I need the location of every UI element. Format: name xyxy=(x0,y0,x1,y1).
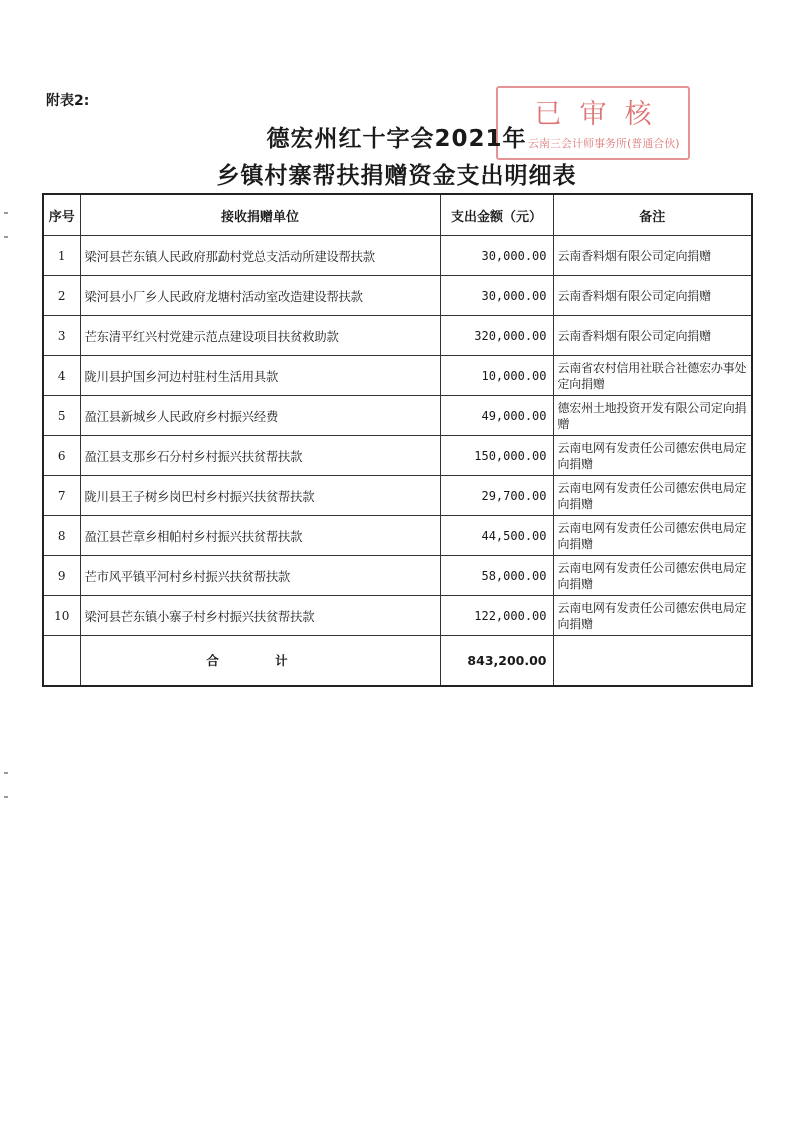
row-number: 8 xyxy=(43,516,80,556)
row-number: 3 xyxy=(43,316,80,356)
row-amount: 58,000.00 xyxy=(440,556,553,596)
recipient-unit: 盈江县支那乡石分村乡村振兴扶贫帮扶款 xyxy=(80,436,440,476)
row-note: 云南香料烟有限公司定向捐赠 xyxy=(553,236,752,276)
scan-mark xyxy=(4,796,8,798)
attachment-label: 附表2: xyxy=(46,93,90,109)
recipient-unit: 梁河县芒东镇小寨子村乡村振兴扶贫帮扶款 xyxy=(80,596,440,636)
table-row xyxy=(43,476,752,516)
table-row xyxy=(43,316,752,356)
row-number: 4 xyxy=(43,356,80,396)
total-amount: 843,200.00 xyxy=(440,636,553,686)
total-label: 合 计 xyxy=(80,636,440,686)
total-note xyxy=(553,636,752,686)
scan-mark xyxy=(4,772,8,774)
row-amount: 30,000.00 xyxy=(440,276,553,316)
recipient-unit: 陇川县护国乡河边村驻村生活用具款 xyxy=(80,356,440,396)
total-row xyxy=(43,636,752,686)
recipient-unit: 梁河县芒东镇人民政府那勐村党总支活动所建设帮扶款 xyxy=(80,236,440,276)
row-number: 5 xyxy=(43,396,80,436)
table-row xyxy=(43,556,752,596)
recipient-unit: 盈江县新城乡人民政府乡村振兴经费 xyxy=(80,396,440,436)
row-amount: 150,000.00 xyxy=(440,436,553,476)
recipient-unit: 陇川县王子树乡岗巴村乡村振兴扶贫帮扶款 xyxy=(80,476,440,516)
table-row xyxy=(43,436,752,476)
header-unit: 接收捐赠单位 xyxy=(80,194,440,236)
row-note: 云南电网有发责任公司德宏供电局定向捐赠 xyxy=(553,596,752,636)
row-note: 云南电网有发责任公司德宏供电局定向捐赠 xyxy=(553,516,752,556)
document-title-line1: 德宏州红十字会2021年 xyxy=(266,126,527,152)
recipient-unit: 盈江县芒章乡相帕村乡村振兴扶贫帮扶款 xyxy=(80,516,440,556)
row-amount: 122,000.00 xyxy=(440,596,553,636)
table-row xyxy=(43,396,752,436)
row-amount: 44,500.00 xyxy=(440,516,553,556)
row-note: 云南香料烟有限公司定向捐赠 xyxy=(553,276,752,316)
stamp-main-text: 已审核 xyxy=(534,99,670,130)
row-note: 云南电网有发责任公司德宏供电局定向捐赠 xyxy=(553,556,752,596)
row-note: 云南电网有发责任公司德宏供电局定向捐赠 xyxy=(553,476,752,516)
row-amount: 30,000.00 xyxy=(440,236,553,276)
row-number: 1 xyxy=(43,236,80,276)
header-note: 备注 xyxy=(553,194,752,236)
scan-mark xyxy=(4,236,8,238)
table-row xyxy=(43,516,752,556)
row-number: 6 xyxy=(43,436,80,476)
header-no: 序号 xyxy=(43,194,80,236)
row-amount: 29,700.00 xyxy=(440,476,553,516)
table-row xyxy=(43,236,752,276)
stamp-sub-text: 云南三会计师事务所(普通合伙) xyxy=(528,137,680,150)
row-number: 7 xyxy=(43,476,80,516)
row-note: 云南电网有发责任公司德宏供电局定向捐赠 xyxy=(553,436,752,476)
row-note: 云南香料烟有限公司定向捐赠 xyxy=(553,316,752,356)
table-row xyxy=(43,276,752,316)
scan-mark xyxy=(4,212,8,214)
table-row xyxy=(43,596,752,636)
row-amount: 320,000.00 xyxy=(440,316,553,356)
expenditure-table xyxy=(42,193,753,687)
table-row xyxy=(43,356,752,396)
row-number: 9 xyxy=(43,556,80,596)
total-no-cell xyxy=(43,636,80,686)
row-note: 云南省农村信用社联合社德宏办事处定向捐赠 xyxy=(553,356,752,396)
row-number: 10 xyxy=(43,596,80,636)
header-amount: 支出金额（元） xyxy=(440,194,553,236)
recipient-unit: 芒市风平镇平河村乡村振兴扶贫帮扶款 xyxy=(80,556,440,596)
document-title-line2: 乡镇村寨帮扶捐赠资金支出明细表 xyxy=(216,163,577,189)
row-amount: 10,000.00 xyxy=(440,356,553,396)
recipient-unit: 梁河县小厂乡人民政府龙塘村活动室改造建设帮扶款 xyxy=(80,276,440,316)
row-amount: 49,000.00 xyxy=(440,396,553,436)
recipient-unit: 芒东清平红兴村党建示范点建设项目扶贫救助款 xyxy=(80,316,440,356)
row-number: 2 xyxy=(43,276,80,316)
table-body xyxy=(43,236,752,636)
row-note: 德宏州土地投资开发有限公司定向捐赠 xyxy=(553,396,752,436)
table-header-row xyxy=(43,194,752,236)
